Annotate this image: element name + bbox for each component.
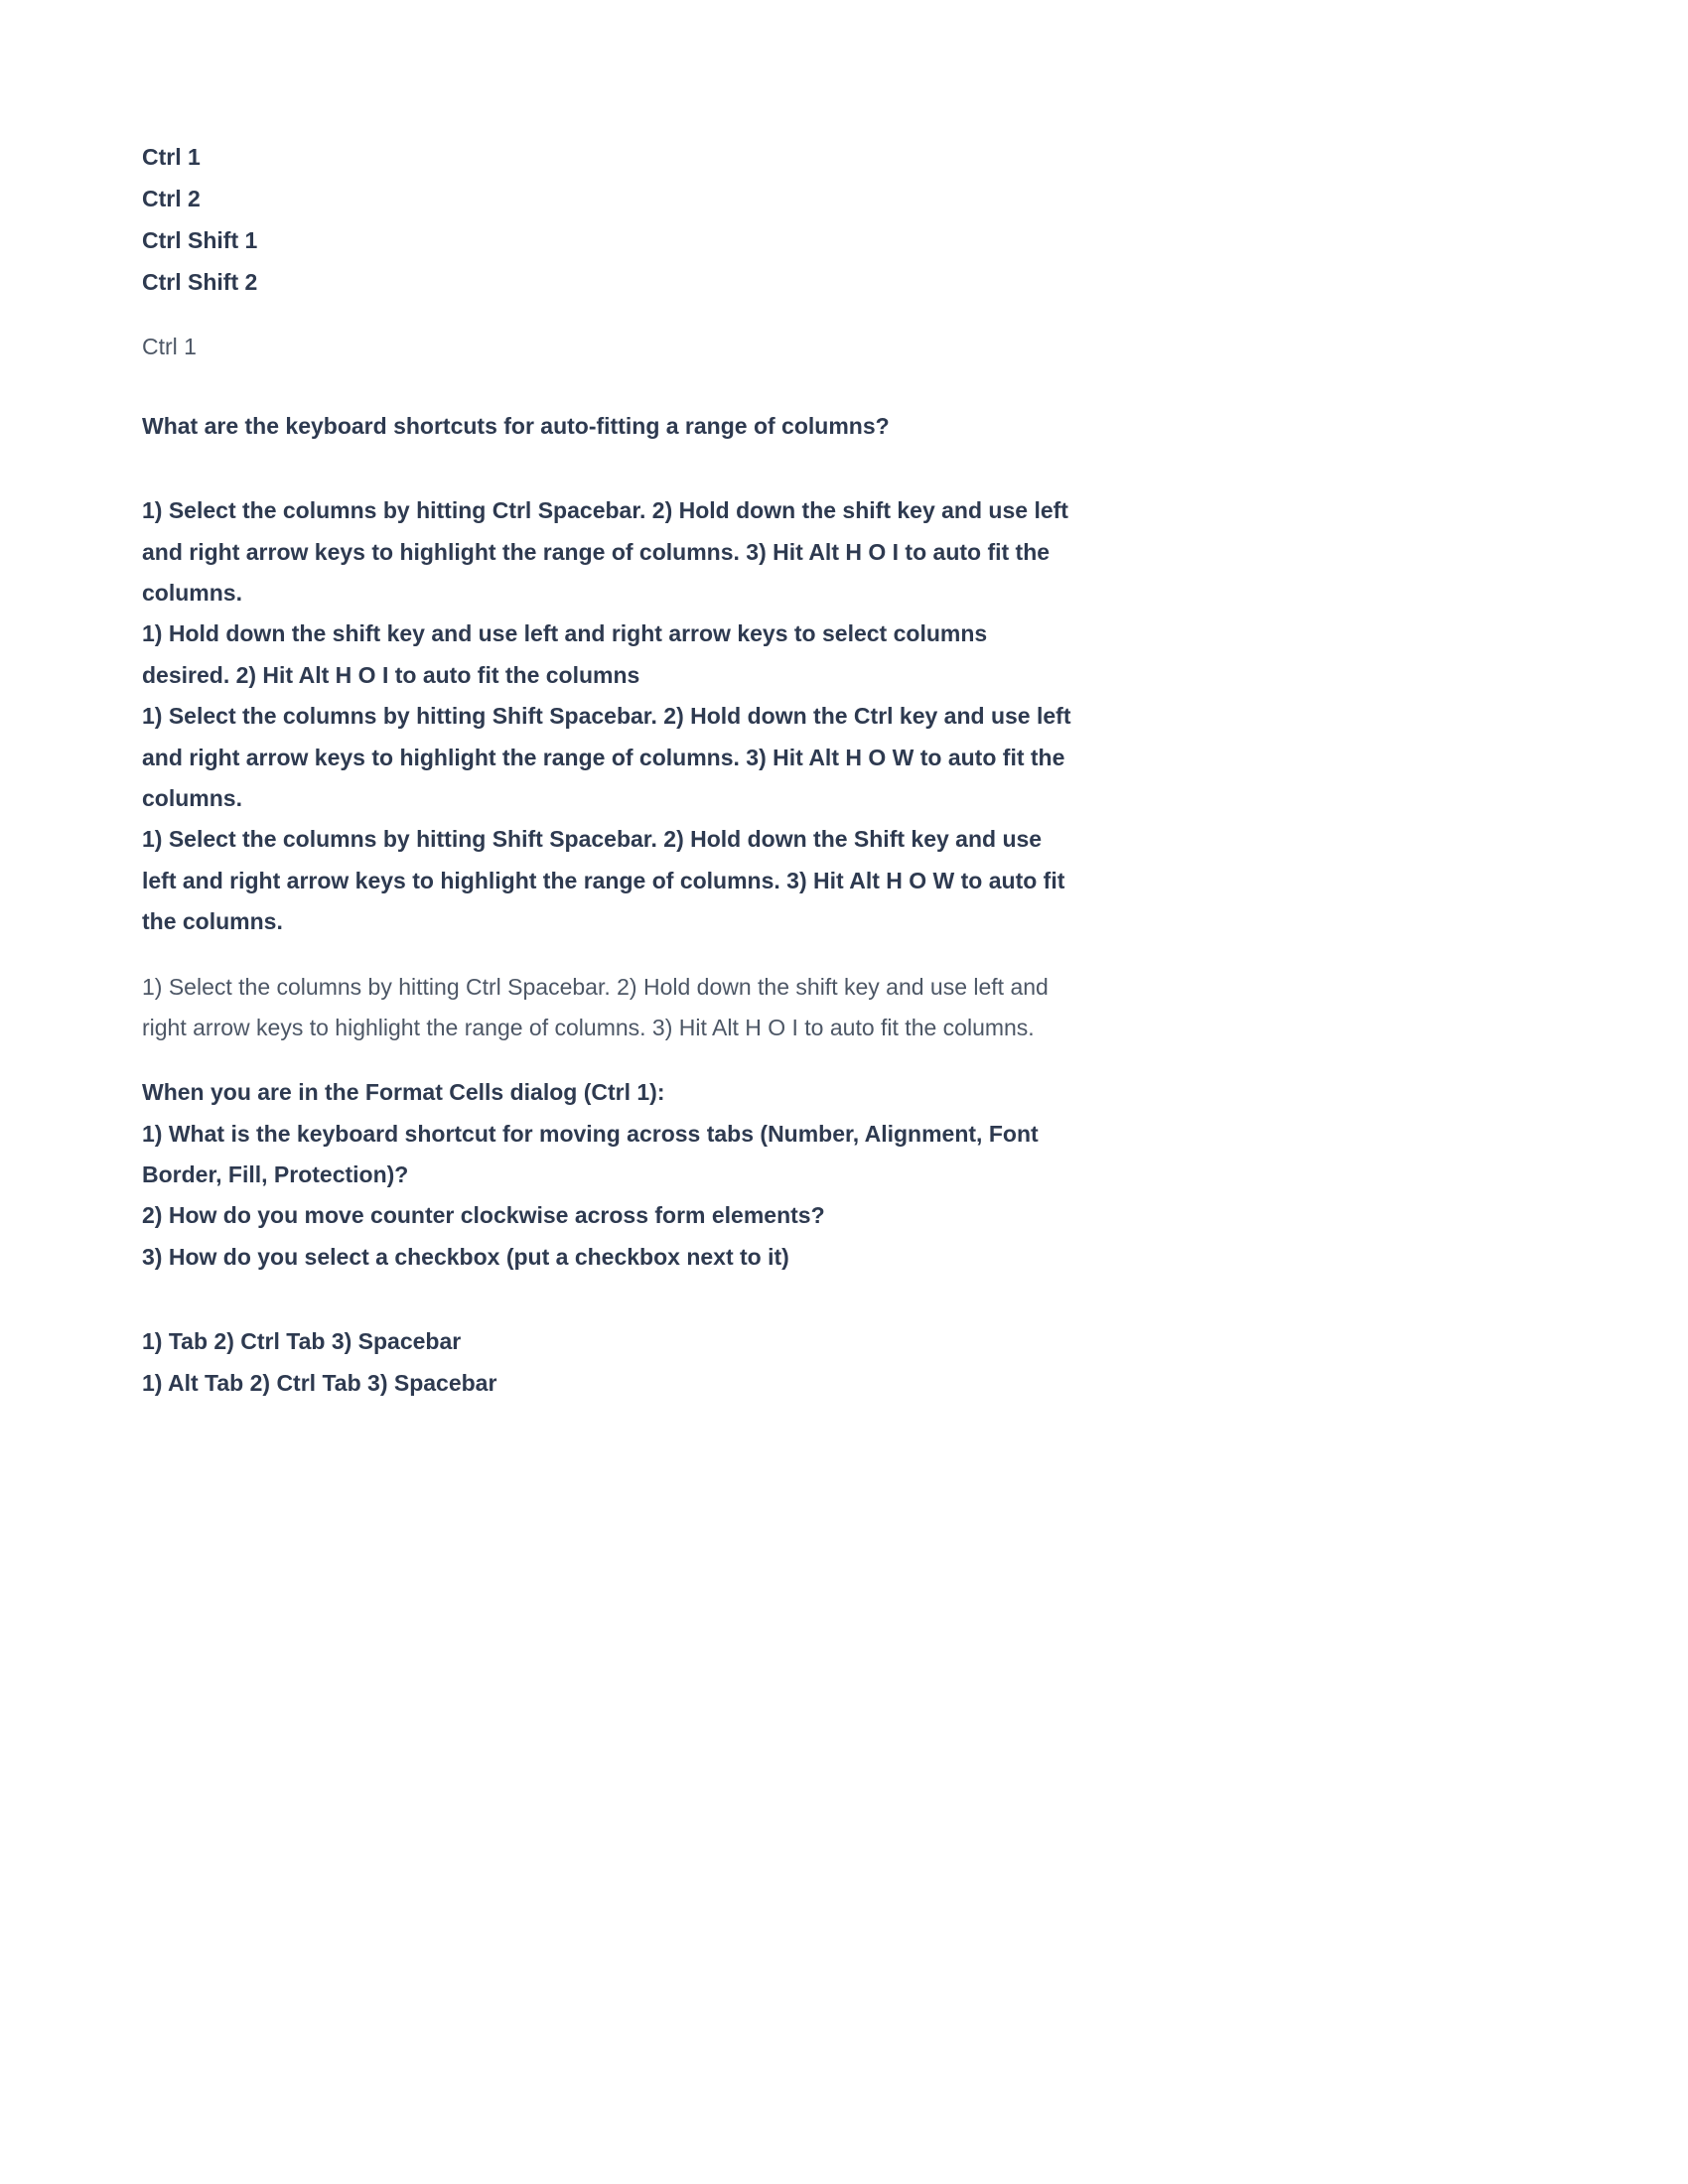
shortcut-list-item: Ctrl Shift 2 — [142, 268, 258, 295]
document-content — [142, 137, 1075, 1404]
question2-part: 3) How do you select a checkbox (put a checkbox next to it) — [142, 1243, 789, 1270]
shortcut-list — [142, 137, 1075, 303]
question2-part: 1) What is the keyboard shortcut for moving across tabs (Number, Alignment, Font Border, Fill, Protection)? — [142, 1120, 1039, 1188]
question1-answer: 1) Select the columns by hitting Ctrl Spacebar. 2) Hold down the shift key and use left and right arrow keys to highlight the range of columns. 3) Hit Alt H O I to auto fit the columns. — [142, 973, 1049, 1040]
question1-option: 1) Select the columns by hitting Ctrl Spacebar. 2) Hold down the shift key and use left and right arrow keys to highlight the range of columns. 3) Hit Alt H O I to auto fit the columns. — [142, 497, 1068, 606]
question1-option: 1) Select the columns by hitting Shift Spacebar. 2) Hold down the Shift key and use left and right arrow keys to highlight the range of columns. 3) Hit Alt H O W to auto fit the columns. — [142, 826, 1065, 935]
question2-title: When you are in the Format Cells dialog (Ctrl 1): — [142, 1079, 665, 1106]
shortcut-list-item: Ctrl 1 — [142, 144, 201, 170]
shortcut-list-item: Ctrl 2 — [142, 185, 201, 211]
question2-block — [142, 1072, 1075, 1278]
question2-part: 2) How do you move counter clockwise across form elements? — [142, 1202, 825, 1229]
selected-shortcut-label: Ctrl 1 — [142, 334, 197, 360]
question2-option: 1) Tab 2) Ctrl Tab 3) Spacebar — [142, 1328, 462, 1355]
question1-options — [142, 490, 1075, 942]
question2-options — [142, 1321, 1075, 1404]
shortcut-list-item: Ctrl Shift 1 — [142, 226, 258, 253]
question1-title: What are the keyboard shortcuts for auto-fitting a range of columns? — [142, 412, 890, 439]
question1-option: 1) Select the columns by hitting Shift Spacebar. 2) Hold down the Ctrl key and use left and right arrow keys to highlight the range of columns. 3) Hit Alt H O W to auto fit the columns. — [142, 703, 1071, 811]
question1-option: 1) Hold down the shift key and use left and right arrow keys to select columns desired. 2) Hit Alt H O I to auto fit the columns — [142, 620, 988, 688]
question2-option: 1) Alt Tab 2) Ctrl Tab 3) Spacebar — [142, 1369, 497, 1396]
